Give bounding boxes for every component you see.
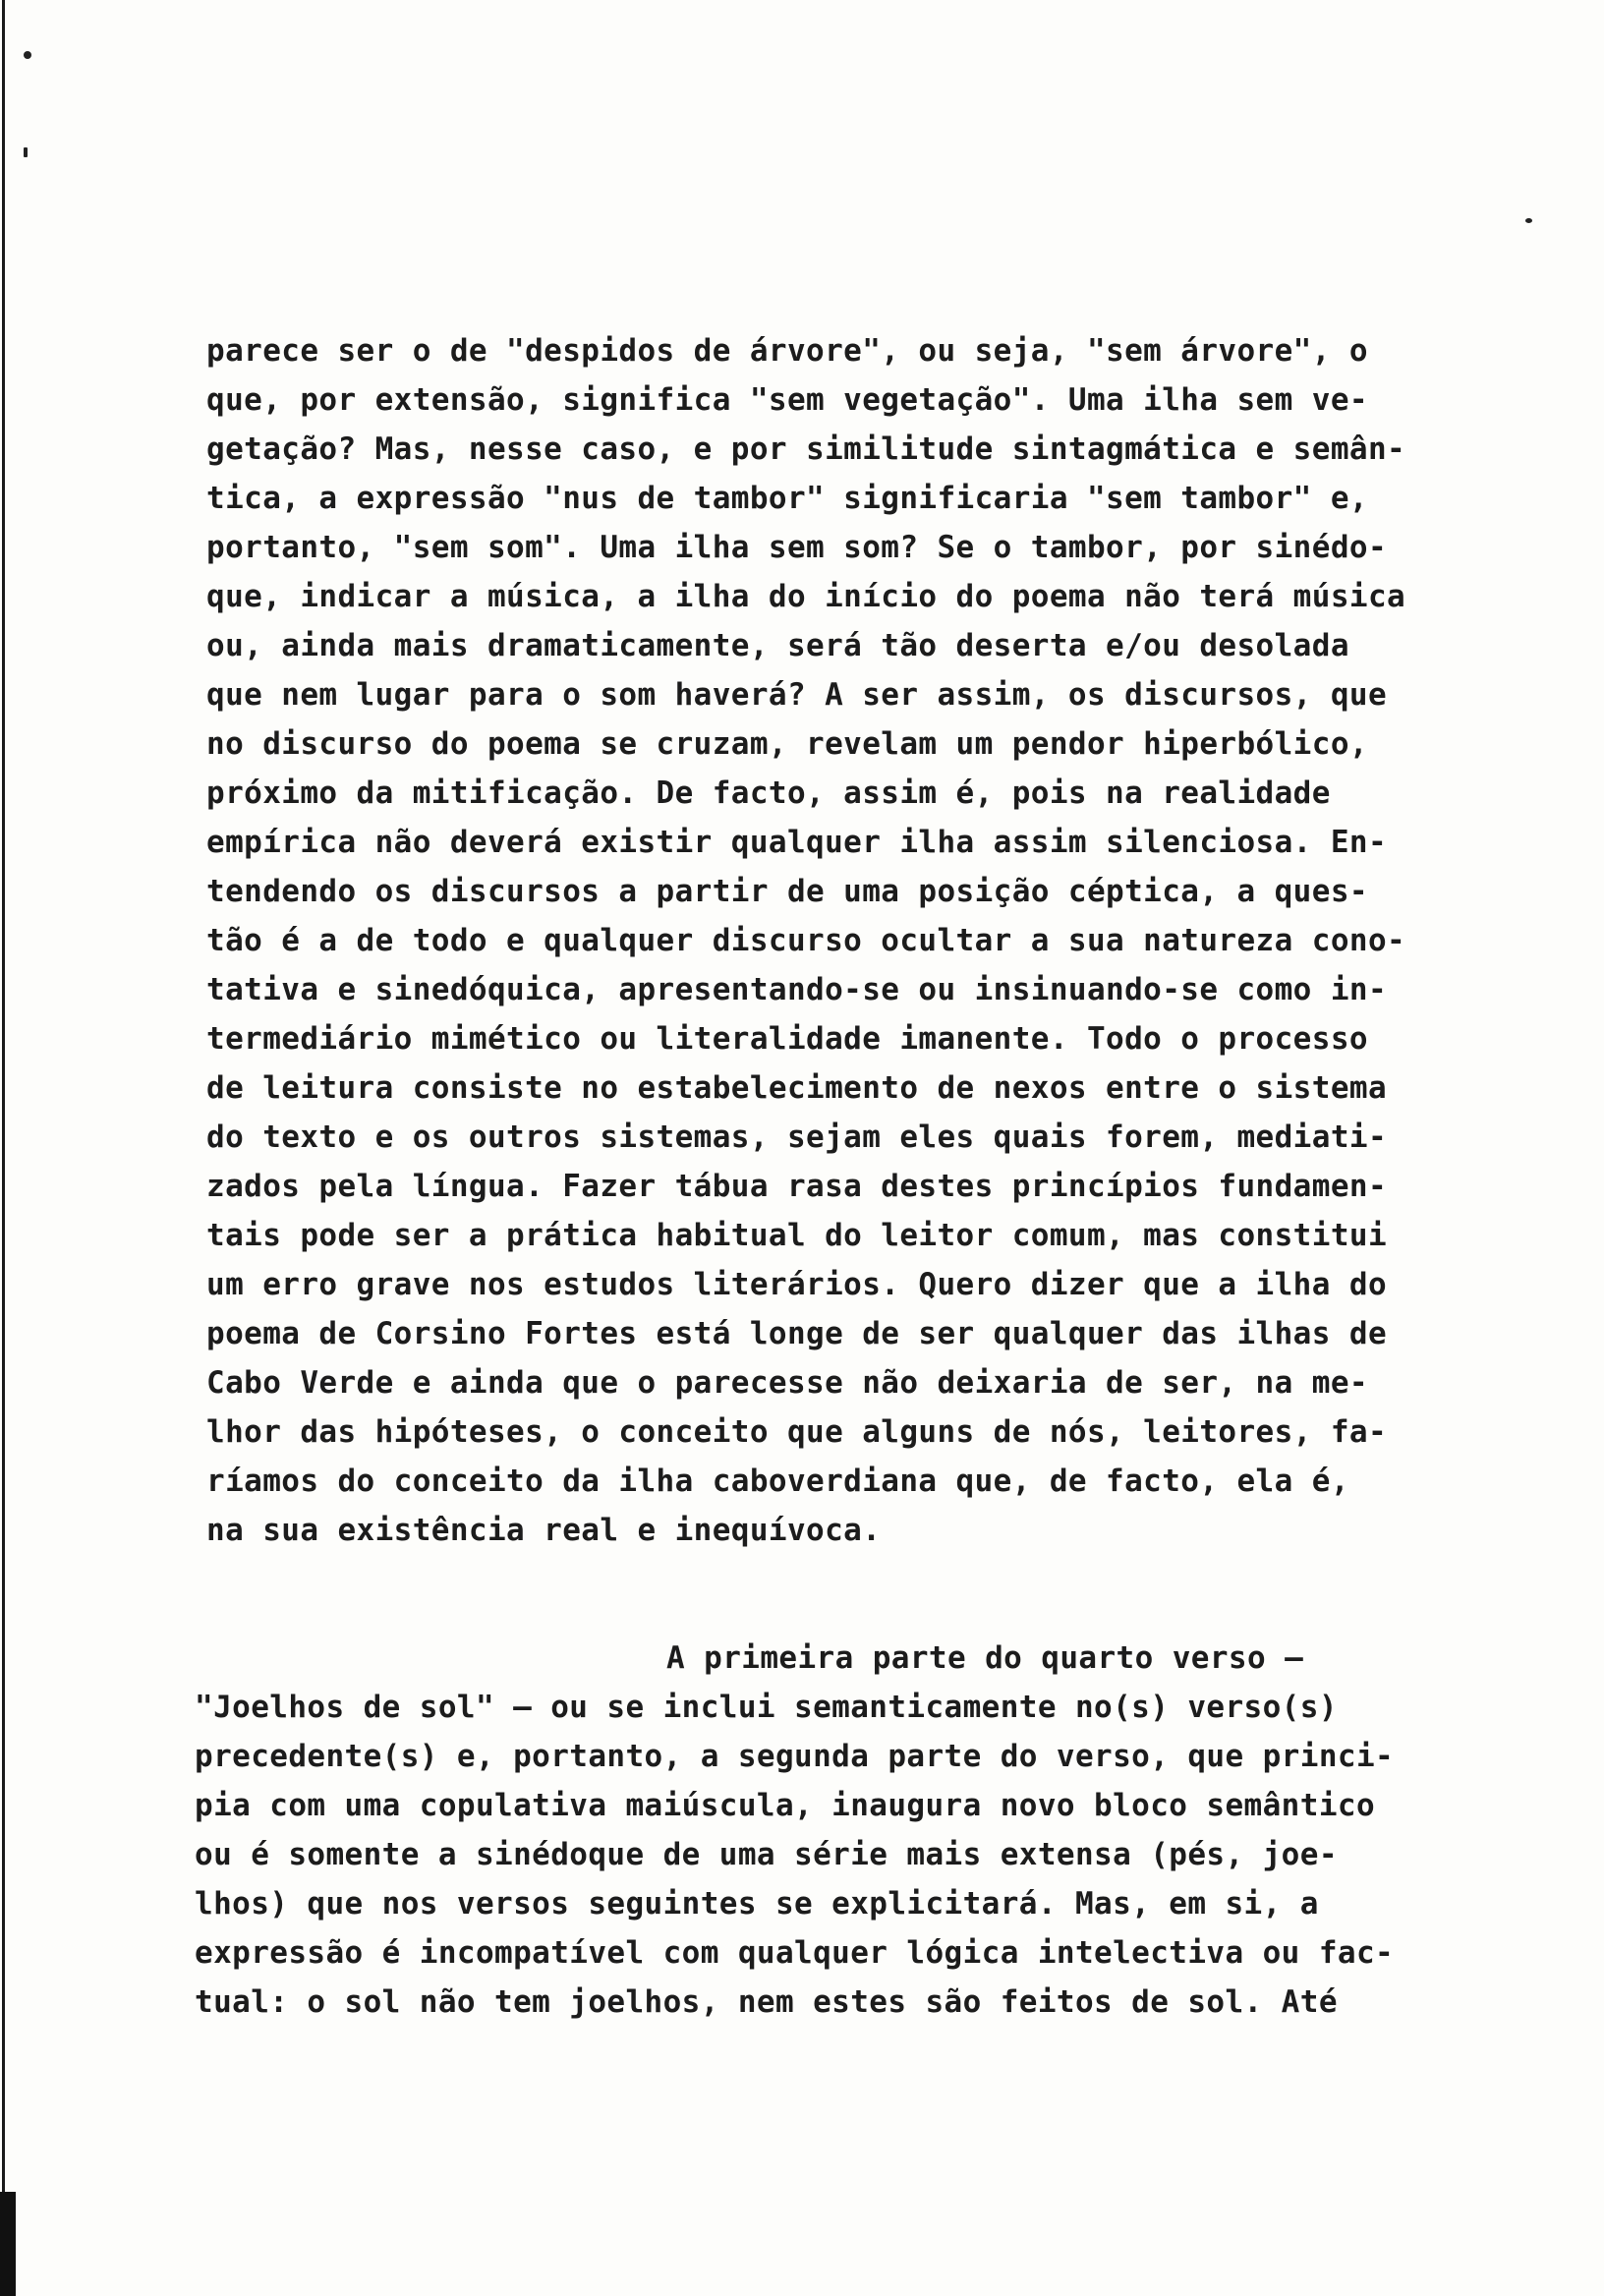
binding-edge-mark [0, 2192, 16, 2296]
text-line [195, 1634, 1394, 1683]
text-line: na sua existência real e inequívoca. [206, 1513, 882, 1548]
text-line: tão é a de todo e qualquer discurso ocultar a sua natureza cono- [206, 923, 1406, 958]
text-line: pia com uma copulativa maiúscula, inaugura novo bloco semântico [195, 1788, 1376, 1823]
text-line: ou é somente a sinédoque de uma série mais extensa (pés, joe- [195, 1837, 1338, 1872]
text-line: próximo da mitificação. De facto, assim é, pois na realidade [206, 775, 1331, 811]
text-line: tais pode ser a prática habitual do leitor comum, mas constitui [206, 1218, 1388, 1253]
text-line: getação? Mas, nesse caso, e por similitude sintagmática e semân- [206, 431, 1406, 467]
text-line: lhor das hipóteses, o conceito que alguns de nós, leitores, fa- [206, 1414, 1388, 1450]
text-line: zados pela língua. Fazer tábua rasa destes princípios fundamen- [206, 1169, 1388, 1204]
text-line: tual: o sol não tem joelhos, nem estes são feitos de sol. Até [195, 1984, 1338, 2020]
scan-speck [1525, 218, 1532, 223]
text-line: portanto, "sem som". Uma ilha sem som? Se o tambor, por sinédo- [206, 530, 1388, 565]
text-line: que, indicar a música, a ilha do início do poema não terá música [206, 579, 1406, 614]
body-paragraph [206, 326, 1405, 1555]
text-line: ou, ainda mais dramaticamente, será tão deserta e/ou desolada [206, 628, 1349, 663]
text-line-content: A primeira parte do quarto verso — [666, 1640, 1304, 1676]
punch-mark [24, 51, 31, 59]
text-line: precedente(s) e, portanto, a segunda parte do verso, que princi- [195, 1739, 1395, 1774]
text-line: expressão é incompatível com qualquer lógica intelectiva ou fac- [195, 1935, 1395, 1971]
text-line: empírica não deverá existir qualquer ilha assim silenciosa. En- [206, 825, 1388, 860]
text-line: do texto e os outros sistemas, sejam eles quais forem, mediati- [206, 1119, 1388, 1155]
text-line: no discurso do poema se cruzam, revelam um pendor hiperbólico, [206, 726, 1368, 762]
punch-mark [24, 147, 28, 157]
text-line: que nem lugar para o som haverá? A ser assim, os discursos, que [206, 677, 1388, 713]
body-paragraph [195, 1634, 1394, 2027]
text-line: tendendo os discursos a partir de uma posição céptica, a ques- [206, 874, 1368, 909]
text-line: poema de Corsino Fortes está longe de ser qualquer das ilhas de [206, 1316, 1388, 1351]
text-line: um erro grave nos estudos literários. Quero dizer que a ilha do [206, 1267, 1388, 1302]
text-line: parece ser o de "despidos de árvore", ou seja, "sem árvore", o [206, 333, 1368, 369]
text-line: termediário mimético ou literalidade imanente. Todo o processo [206, 1021, 1368, 1057]
text-line: lhos) que nos versos seguintes se explicitará. Mas, em si, a [195, 1886, 1319, 1922]
text-line: Cabo Verde e ainda que o parecesse não deixaria de ser, na me- [206, 1365, 1368, 1401]
text-line: de leitura consiste no estabelecimento de nexos entre o sistema [206, 1070, 1388, 1106]
binding-edge-line [2, 0, 5, 2296]
text-line: ríamos do conceito da ilha caboverdiana que, de facto, ela é, [206, 1464, 1349, 1499]
text-line: "Joelhos de sol" — ou se inclui semanticamente no(s) verso(s) [195, 1690, 1338, 1725]
text-line: que, por extensão, significa "sem vegetação". Uma ilha sem ve- [206, 382, 1368, 418]
text-line: tativa e sinedóquica, apresentando-se ou insinuando-se como in- [206, 972, 1388, 1007]
text-line: tica, a expressão "nus de tambor" significaria "sem tambor" e, [206, 481, 1368, 516]
